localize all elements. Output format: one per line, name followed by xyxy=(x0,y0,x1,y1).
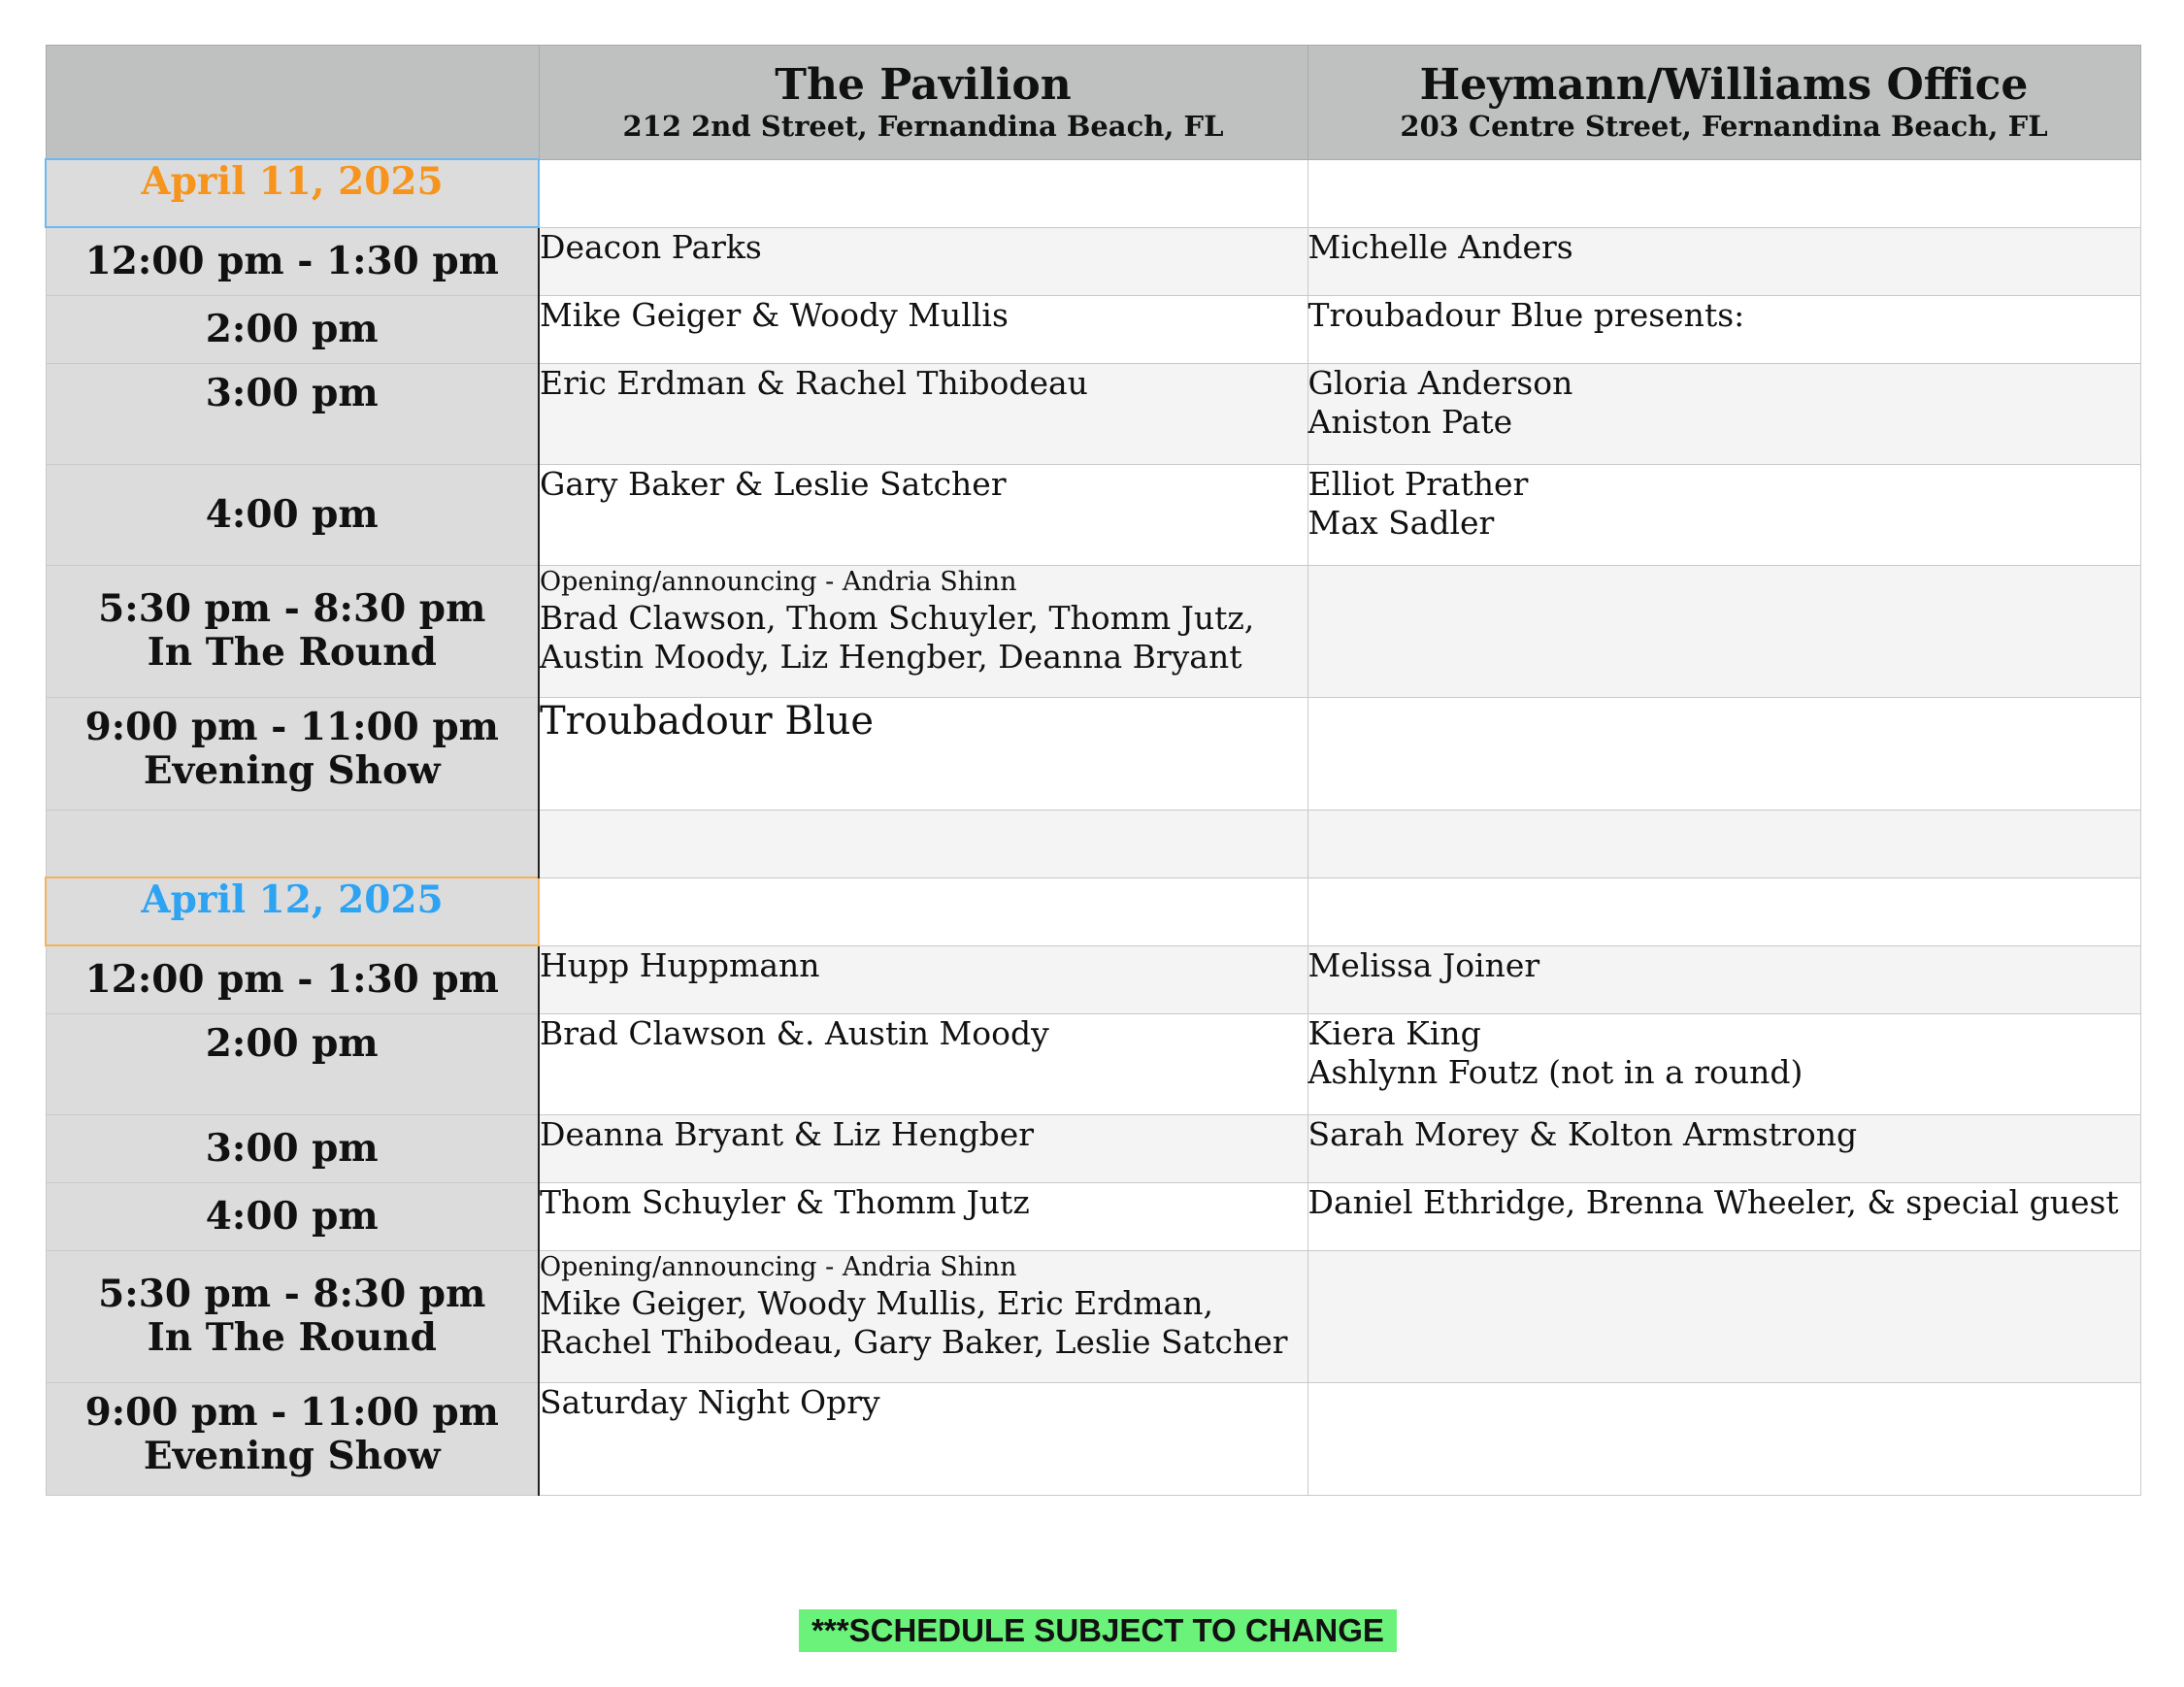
pavilion-act: Mike Geiger & Woody Mullis xyxy=(539,295,1307,363)
venue-name: Heymann/Williams Office xyxy=(1419,60,2029,111)
header-row xyxy=(46,46,2140,160)
venue-header-office xyxy=(1307,46,2140,160)
schedule-row xyxy=(46,363,2140,464)
schedule-row xyxy=(46,697,2140,810)
office-act: Elliot Prather Max Sadler xyxy=(1307,464,2140,565)
schedule-row xyxy=(46,1114,2140,1182)
pavilion-act: Opening/announcing - Andria Shinn Brad Clawson, Thom Schuyler, Thomm Jutz, Austin Moody, Liz Hengber, Deanna Bryant xyxy=(539,565,1307,697)
time-slot: 12:00 pm - 1:30 pm xyxy=(46,227,539,295)
pavilion-act: Deacon Parks xyxy=(539,227,1307,295)
schedule-row xyxy=(46,945,2140,1013)
time-slot: 2:00 pm xyxy=(46,295,539,363)
venue-address: 212 2nd Street, Fernandina Beach, FL xyxy=(622,110,1224,144)
office-act xyxy=(1307,697,2140,810)
office-act xyxy=(1307,1250,2140,1382)
schedule-change-note: ***SCHEDULE SUBJECT TO CHANGE xyxy=(799,1609,1397,1652)
schedule-row xyxy=(46,295,2140,363)
time-slot: 9:00 pm - 11:00 pm Evening Show xyxy=(46,1382,539,1495)
office-act: Sarah Morey & Kolton Armstrong xyxy=(1307,1114,2140,1182)
office-act: Troubadour Blue presents: xyxy=(1307,295,2140,363)
header-blank xyxy=(46,46,539,160)
schedule-row xyxy=(46,1250,2140,1382)
pavilion-act: Troubadour Blue xyxy=(539,697,1307,810)
schedule-row xyxy=(46,565,2140,697)
time-slot: 4:00 pm xyxy=(46,1182,539,1250)
date-row xyxy=(46,159,2140,227)
pavilion-act: Saturday Night Opry xyxy=(539,1382,1307,1495)
pavilion-act: Opening/announcing - Andria Shinn Mike Geiger, Woody Mullis, Eric Erdman, Rachel Thibodeau, Gary Baker, Leslie Satcher xyxy=(539,1250,1307,1382)
pavilion-act: Deanna Bryant & Liz Hengber xyxy=(539,1114,1307,1182)
pavilion-act: Gary Baker & Leslie Satcher xyxy=(539,464,1307,565)
pavilion-act: Thom Schuyler & Thomm Jutz xyxy=(539,1182,1307,1250)
announcer-note: Opening/announcing - Andria Shinn xyxy=(540,1251,1017,1282)
pavilion-act: Eric Erdman & Rachel Thibodeau xyxy=(539,363,1307,464)
venue-header-pavilion xyxy=(539,46,1307,160)
day-date: April 11, 2025 xyxy=(46,159,539,227)
office-act: Kiera King Ashlynn Foutz (not in a round) xyxy=(1307,1013,2140,1114)
announcer-note: Opening/announcing - Andria Shinn xyxy=(540,566,1017,597)
time-slot: 9:00 pm - 11:00 pm Evening Show xyxy=(46,697,539,810)
date-row xyxy=(46,877,2140,945)
office-act xyxy=(1307,565,2140,697)
pavilion-act: Brad Clawson &. Austin Moody xyxy=(539,1013,1307,1114)
schedule-row xyxy=(46,1382,2140,1495)
schedule-row xyxy=(46,1182,2140,1250)
office-act xyxy=(1307,1382,2140,1495)
schedule-row xyxy=(46,227,2140,295)
schedule-row xyxy=(46,464,2140,565)
time-slot: 5:30 pm - 8:30 pm In The Round xyxy=(46,565,539,697)
time-slot: 5:30 pm - 8:30 pm In The Round xyxy=(46,1250,539,1382)
schedule-row xyxy=(46,1013,2140,1114)
pavilion-act: Hupp Huppmann xyxy=(539,945,1307,1013)
venue-name: The Pavilion xyxy=(775,60,1072,111)
spacer-row xyxy=(46,810,2140,877)
time-slot: 3:00 pm xyxy=(46,363,539,464)
time-slot: 3:00 pm xyxy=(46,1114,539,1182)
time-slot: 2:00 pm xyxy=(46,1013,539,1114)
schedule-table xyxy=(45,45,2141,1496)
office-act: Gloria Anderson Aniston Pate xyxy=(1307,363,2140,464)
time-slot: 12:00 pm - 1:30 pm xyxy=(46,945,539,1013)
office-act: Michelle Anders xyxy=(1307,227,2140,295)
office-act: Melissa Joiner xyxy=(1307,945,2140,1013)
venue-address: 203 Centre Street, Fernandina Beach, FL xyxy=(1400,110,2048,144)
office-act: Daniel Ethridge, Brenna Wheeler, & special guest xyxy=(1307,1182,2140,1250)
day-date: April 12, 2025 xyxy=(46,877,539,945)
time-slot: 4:00 pm xyxy=(46,464,539,565)
